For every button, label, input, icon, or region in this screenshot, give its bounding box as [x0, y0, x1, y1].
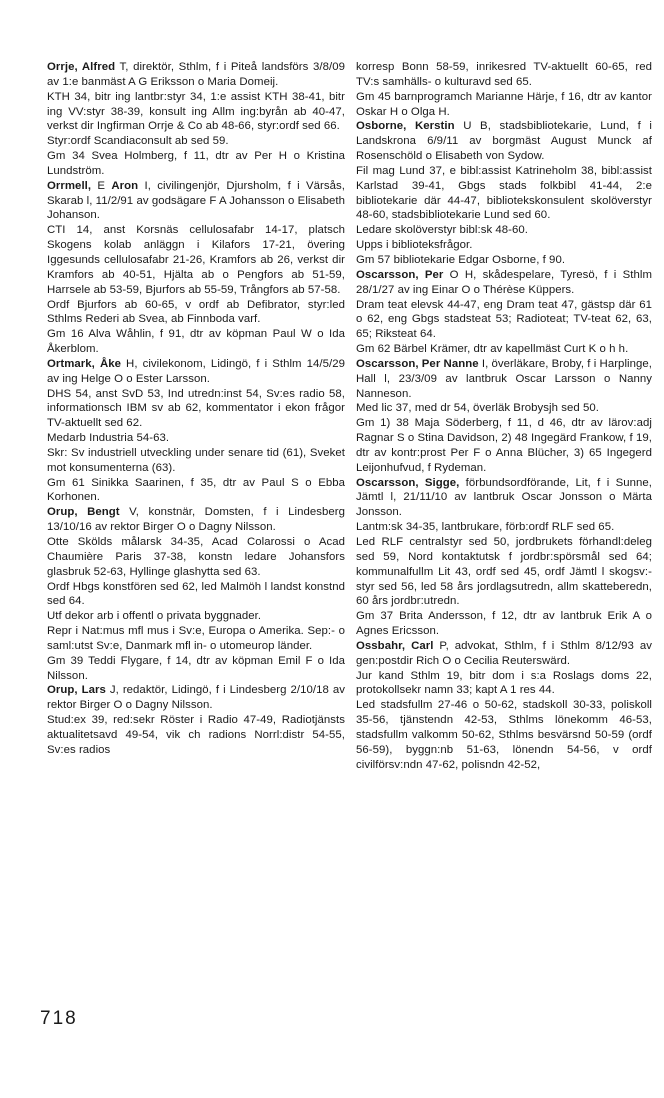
- entry-text: CTI 14, anst Korsnäs cellulosafabr 14-17, platsch Skogens kolab anläggn i Kilafors 17-21, övering Iggesunds cellulosafabr 21-26, Kramfors ab 26, verkst dir Kramfors ab 40-51, Hjälta ab o Pengfors ab 51-59, Harrsele ab 53-59, Bjurfors ab 55-59, Trångfors ab 57-58.: [47, 224, 345, 296]
- entry-text: KTH 34, bitr ing lantbr:styr 34, 1:e assist KTH 38-41, bitr ing VV:styr 38-39, konsult ing Allm ing:byrån ab 40-47, verkst dir Ingfirman Orrje & Co ab 48-66, styr:ordf sed 66.: [47, 90, 345, 133]
- entry-text: Gm 39 Teddi Flygare, f 14, dtr av köpman Emil F o Ida Nilsson.: [47, 654, 345, 682]
- entry-text: Upps i biblioteksfrågor.: [356, 239, 473, 252]
- entry-name: Ossbahr, Carl: [356, 639, 434, 652]
- entry-text: Repr i Nat:mus mfl mus i Sv:e, Europa o Amerika. Sep:- o saml:utst Sv:e, Danmark mfl in- o utomeurop länder.: [47, 625, 345, 652]
- entry-orrmell-aron: [47, 179, 345, 357]
- entry-name: Orup, Lars: [47, 684, 106, 697]
- entry-text: Led RLF centralstyr sed 50, jordbrukets förhandl:deleg sed 59, Nord kontaktutsk f jordbr:spörsmål sed 64; kommunalfullm Lit 43, ordf sed 45, ordf Jämtl l skogsv:-styr sed 56, led 58 års jordlagsutredn, allm skatteberedn, 60 års jordbr:utredn.: [356, 536, 652, 608]
- entry-name: Orrmell,: [47, 179, 92, 192]
- entry-text: Utf dekor arb i offentl o privata byggnader.: [47, 610, 262, 623]
- entry-text: Gm 1) 38 Maja Söderberg, f 11, d 46, dtr av lärov:adj Ragnar S o Stina Davidson, 2) 48 Ingegärd Frankow, f 19, dtr av kontr:prost Per F o Anna Blücher, 3) 65 Ingegerd Leijonhufvud, f Rydeman.: [356, 417, 652, 474]
- entry-name-initial: E: [91, 179, 112, 192]
- entry-text: Lantm:sk 34-35, lantbrukare, förb:ordf RLF sed 65.: [356, 521, 615, 534]
- entry-oscarsson-sigge: [356, 476, 652, 639]
- entry-text: Ledare skolöverstyr bibl:sk 48-60.: [356, 224, 529, 237]
- entry-text: Skr: Sv industriell utveckling under senare tid (61), Sveket mot konsumenterna (63).: [47, 446, 345, 474]
- entry-text: U B, stadsbibliotekarie, Lund, f i Landskrona 6/9/11 av borgmäst August Munck af Rosenschöld o Elisabeth von Sydow.: [356, 120, 652, 163]
- entry-text: Ordf Hbgs konstfören sed 62, led Malmöh l landst konstnd sed 64.: [47, 580, 345, 608]
- entry-text: I, civilingenjör, Djursholm, f i Värsås, Skarab l, 11/2/91 av godsägare F A Johansson o Elisabeth Johanson.: [47, 179, 345, 222]
- entry-text: H, civilekonom, Lidingö, f i Sthlm 14/5/29 av ing Helge O o Ester Larsson.: [47, 357, 345, 385]
- entry-osborne-kerstin: [356, 119, 652, 267]
- entry-text: T, direktör, Sthlm, f i Piteå landsförs 3/8/09 av 1:e banmäst A G Eriksson o Maria Domeij.: [47, 61, 345, 88]
- entry-text: Fil mag Lund 37, e bibl:assist Katrineholm 38, bibl:assist Karlstad 39-41, Gbgs stads folkbibl 41-44, 2:e bibliotekarie där 44-47, bibliotekskonsulent skolöverstyr 48-60, stadsbibliotekarie Lund sed 60.: [356, 164, 652, 222]
- entry-text: Ordf Bjurfors ab 60-65, v ordf ab Defibrator, styr:led Sthlms Rederi ab Svea, ab Finnboda varf.: [47, 298, 345, 326]
- entry-text: O H, skådespelare, Tyresö, f i Sthlm 28/1/27 av ing Einar O o Thérèse Küppers.: [356, 268, 653, 296]
- entry-text: Gm 57 bibliotekarie Edgar Osborne, f 90.: [356, 253, 566, 266]
- entry-text: J, redaktör, Lidingö, f i Lindesberg 2/10/18 av rektor Birger O o Dagny Nilsson.: [47, 684, 345, 712]
- entry-text: Styr:ordf Scandiaconsult ab sed 59.: [47, 135, 229, 148]
- entry-given-name: Aron: [111, 179, 139, 192]
- entry-text: V, konstnär, Domsten, f i Lindesberg 13/10/16 av rektor Birger O o Dagny Nilsson.: [47, 506, 345, 534]
- entry-text: DHS 54, anst SvD 53, Ind utredn:inst 54, Sv:es radio 58, informationsch IBM sv ab 62, kommentator i ekon frågor TV-aktuellt sed 62.: [47, 387, 345, 430]
- entry-orup-lars: [47, 683, 345, 757]
- left-column: [47, 60, 345, 758]
- entry-text: Dram teat elevsk 44-47, eng Dram teat 47, gästsp där 61 o 62, eng Gbgs stadsteat 53; Radioteat; TV-teat 62, 63, 65; Riksteat 64.: [356, 298, 652, 341]
- entry-orup-bengt: [47, 505, 345, 683]
- entry-text: Gm 62 Bärbel Krämer, dtr av kapellmäst Curt K o h h.: [356, 343, 629, 356]
- entry-ortmark-ake: [47, 357, 345, 505]
- entry-name: Oscarsson, Per: [356, 268, 444, 281]
- entry-orrje-alfred: [47, 60, 345, 179]
- entry-ossbahr-carl: [356, 639, 652, 773]
- entry-text: Med lic 37, med dr 54, överläk Brobysjh sed 50.: [356, 402, 599, 415]
- entry-text: Jur kand Sthlm 19, bitr dom i s:a Roslags doms 22, protokollsekr namn 33; kapt A 1 res 44.: [356, 669, 652, 697]
- entry-text: Gm 16 Alva Wåhlin, f 91, dtr av köpman Paul W o Ida Åkerblom.: [47, 328, 345, 356]
- entry-text: Medarb Industria 54-63.: [47, 432, 170, 445]
- entry-name: Ortmark, Åke: [47, 357, 121, 370]
- entry-oscarsson-per: [356, 268, 652, 357]
- entry-orup-lars-continued: [356, 60, 652, 119]
- entry-text: Stud:ex 39, red:sekr Röster i Radio 47-49, Radiotjänsts aktualitetsavd 49-54, vik ch radions Norrl:distr 54-55, Sv:es radios: [47, 714, 345, 756]
- page-number: 718: [40, 1008, 78, 1029]
- entry-name: Oscarsson, Per Nanne: [356, 357, 479, 370]
- entry-text: Gm 45 barnprogramch Marianne Härje, f 16, dtr av kantor Oskar H o Olga H.: [356, 90, 652, 118]
- entry-oscarsson-per-nanne: [356, 357, 652, 476]
- entry-name: Oscarsson, Sigge,: [356, 476, 460, 489]
- entry-text: I, överläkare, Broby, f i Harplinge, Hall l, 23/3/09 av lantbruk Oscar Larsson o Nanny Nanneson.: [356, 357, 652, 400]
- entry-text: Gm 37 Brita Andersson, f 12, dtr av lantbruk Erik A o Agnes Ericsson.: [356, 610, 652, 638]
- entry-text: Led stadsfullm 27-46 o 50-62, stadskoll 30-33, poliskoll 35-56, tjänstendn 42-53, Sthlms lönekomm 46-53, stadsfullm valkomm 50-62, Sthlms besvärsnd 50-59 (ordf 56-59), byggn:nb 51-63, lönendn 54-56, v ordf civilförsv:ndn 47-62, polisndn 42-52,: [356, 699, 652, 771]
- right-column: [356, 60, 652, 773]
- entry-text: Gm 61 Sinikka Saarinen, f 35, dtr av Paul S o Ebba Korhonen.: [47, 476, 345, 504]
- entry-text: Otte Skölds målarsk 34-35, Acad Colarossi o Acad Chaumière Paris 37-38, konstn ledare Johansfors glasbruk 52-63, Hyllinge glashytta sed 63.: [47, 536, 345, 578]
- entry-name: Orrje, Alfred: [47, 61, 116, 73]
- entry-name: Orup, Bengt: [47, 506, 120, 519]
- entry-text: förbundsordförande, Lit, f i Sunne, Jämtl l, 21/11/10 av lantbruk Oscar Jonsson o Märta Jonsson.: [356, 476, 652, 519]
- entry-text: korresp Bonn 58-59, inrikesred TV-aktuellt 60-65, red TV:s samhälls- o kulturavd sed 65.: [356, 61, 652, 88]
- entry-text: P, advokat, Sthlm, f i Sthlm 8/12/93 av gen:postdir Rich O o Cecilia Reuterswärd.: [356, 639, 652, 667]
- entry-name: Osborne, Kerstin: [356, 120, 455, 133]
- entry-text: Gm 34 Svea Holmberg, f 11, dtr av Per H o Kristina Lundström.: [47, 150, 345, 177]
